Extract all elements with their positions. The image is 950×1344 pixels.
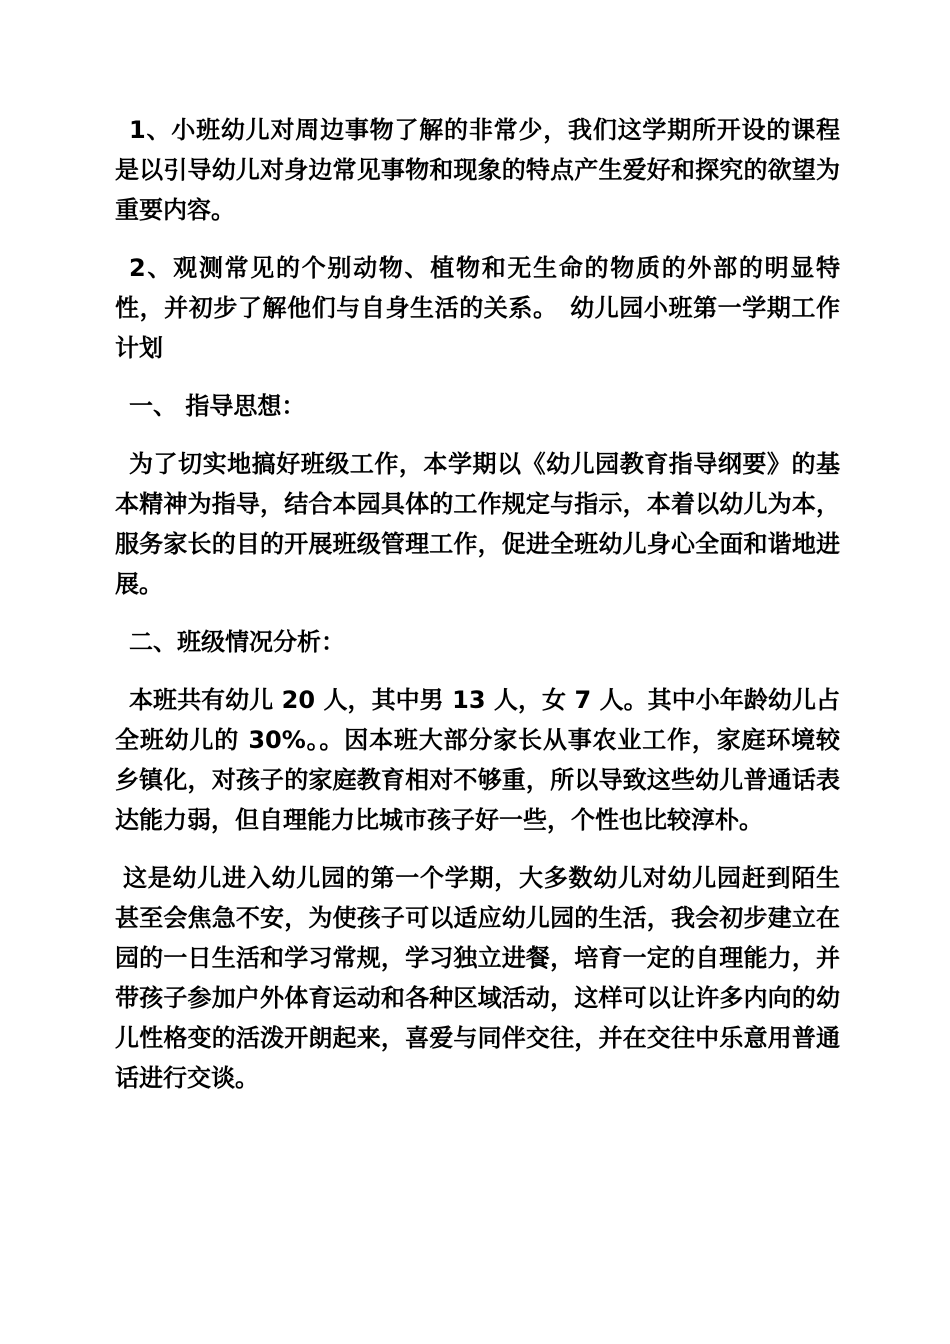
document-body	[115, 110, 840, 1116]
heading-guiding-ideology: 一、 指导思想：	[129, 392, 306, 420]
heading-class-analysis: 二、班级情况分析：	[129, 628, 345, 656]
paragraph-first-semester: 这是幼儿进入幼儿园的第一个学期，大多数幼儿对幼儿园赶到陌生甚至会焦急不安，为使孩子可以适应幼儿园的生活，我会初步建立在园的一日生活和学习常规，学习独立进餐，培育一定的自理能力，并带孩子参加户外体育运动和各种区域活动，这样可以让许多内向的幼儿性格变的活泼开朗起来，喜爱与同伴交往，并在交往中乐意用普通话进行交谈。	[115, 864, 840, 1092]
paragraph-curriculum-intro: 1、小班幼儿对周边事物了解的非常少，我们这学期所开设的课程是以引导幼儿对身边常见事物和现象的特点产生爱好和探究的欲望为重要内容。	[115, 116, 840, 224]
paragraph-guiding-ideology: 为了切实地搞好班级工作，本学期以《幼儿园教育指导纲要》的基本精神为指导，结合本园具体的工作规定与指示，本着以幼儿为本，服务家长的目的开展班级管理工作，促进全班幼儿身心全面和谐地进展。	[115, 450, 840, 598]
paragraph-class-analysis: 本班共有幼儿 20 人，其中男 13 人，女 7 人。其中小年龄幼儿占全班幼儿的 30%。。因本班大部分家长从事农业工作，家庭环境较乡镇化，对孩子的家庭教育相对不够重，所以导致这些幼儿普通话表达能力弱，但自理能力比城市孩子好一些，个性也比较淳朴。	[115, 686, 840, 834]
paragraph-observation-goal: 2、观测常见的个别动物、植物和无生命的物质的外部的明显特性，并初步了解他们与自身生活的关系。 幼儿园小班第一学期工作计划	[115, 254, 840, 362]
